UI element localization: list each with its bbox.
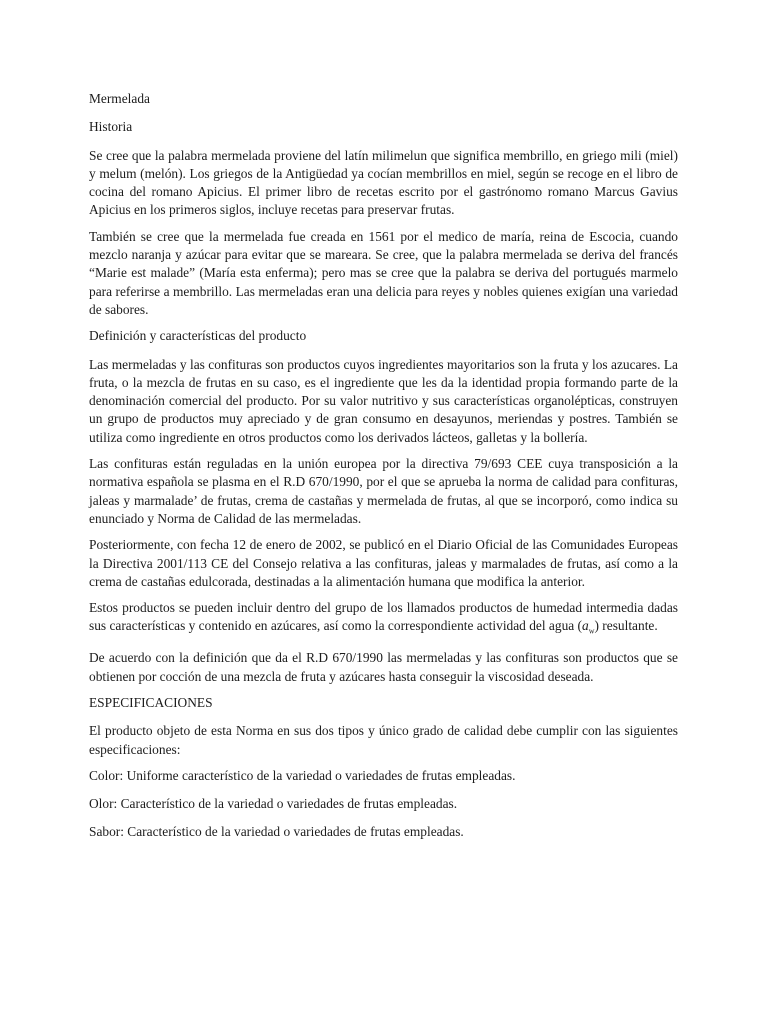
spec-color: Color: Uniforme característico de la variedad o variedades de frutas empleadas. (89, 767, 516, 783)
document-title: Mermelada (89, 91, 150, 106)
paragraph-humedad-intermedia (89, 599, 678, 641)
paragraph-directiva-2001: Posteriormente, con fecha 12 de enero de 2002, se publicó en el Diario Oficial de las Comunidades Europeas la Directiva 2001/113 CE del Consejo relativa a las confituras, jaleas y marmalades de frutas, así como a la crema de castañas edulcorada, destinadas a la alimentación humana que modifica la anterior. (89, 537, 678, 589)
paragraph-humedad-text-start: Estos productos se pueden incluir dentro del grupo de los llamados productos de humedad intermedia dadas sus características y contenido en azúcares, así como la correspondiente actividad del agua ( (89, 600, 678, 634)
paragraph-creacion-1561: También se cree que la mermelada fue creada en 1561 por el medico de maría, reina de Escocia, cuando mezclo naranja y azúcar para evitar que se mareara. Se cree, que la palabra mermelada se deriva del francés “Marie est malade” (María esta enferma); pero mas se cree que la palabra se deriva del portugués marmelo para referirse a membrillo. Las mermeladas eran una delicia para reyes y nobles quienes exigían una variedad de sabores. (89, 228, 678, 317)
document-page (89, 90, 678, 852)
spec-sabor: Sabor: Característico de la variedad o variedades de frutas empleadas. (89, 824, 464, 840)
spec-olor: Olor: Característico de la variedad o variedades de frutas empleadas. (89, 796, 458, 812)
paragraph-especificaciones-intro: El producto objeto de esta Norma en sus dos tipos y único grado de calidad debe cumplir con las siguientes especificaciones: (89, 723, 678, 757)
section-heading-historia: Historia (89, 119, 133, 135)
paragraph-humedad-text-end: ) resultante. (594, 618, 658, 634)
paragraph-regulacion: Las confituras están reguladas en la unión europea por la directiva 79/693 CEE cuya transposición a la normativa española se plasma en el R.D 670/1990, por el que se aprueba la norma de calidad para confituras, jaleas y marmalade’ de frutas, crema de castañas y mermelada de frutas, al que se incorporó, como indica su enunciado y Norma de Calidad de las mermeladas. (89, 456, 678, 526)
paragraph-definicion: Las mermeladas y las confituras son productos cuyos ingredientes mayoritarios son la fruta y los azucares. La fruta, o la mezcla de frutas en su caso, es el ingrediente que les da la identidad propia formando parte de la denominación comercial del producto. Por su valor nutritivo y sus características organolépticas, construyen un grupo de productos muy apreciado y de gran consumo en desayunos, meriendas y postres. También se utiliza como ingrediente en otros productos como los derivados lácteos, galletas y la bollería. (89, 356, 678, 445)
section-heading-especificaciones: ESPECIFICACIONES (89, 694, 213, 710)
water-activity-symbol: $a_w$ (582, 618, 595, 637)
section-heading-definicion: Definición y características del producto (89, 328, 307, 344)
paragraph-origen-palabra: Se cree que la palabra mermelada proviene del latín milimelun que significa membrillo, en griego mili (miel) y melum (melón). Los griegos de la Antigüedad ya cocían membrillos en miel, según se recoge en el libro de cocina del romano Apicius. El primer libro de recetas escrito por el gastrónomo romano Marcus Gavius Apicius en los primeros siglos, incluye recetas para preservar frutas. (89, 147, 678, 218)
paragraph-definicion-rd: De acuerdo con la definición que da el R.D 670/1990 las mermeladas y las confituras son productos que se obtienen por cocción de una mezcla de fruta y azúcares hasta conseguir la viscosidad deseada. (89, 650, 678, 684)
